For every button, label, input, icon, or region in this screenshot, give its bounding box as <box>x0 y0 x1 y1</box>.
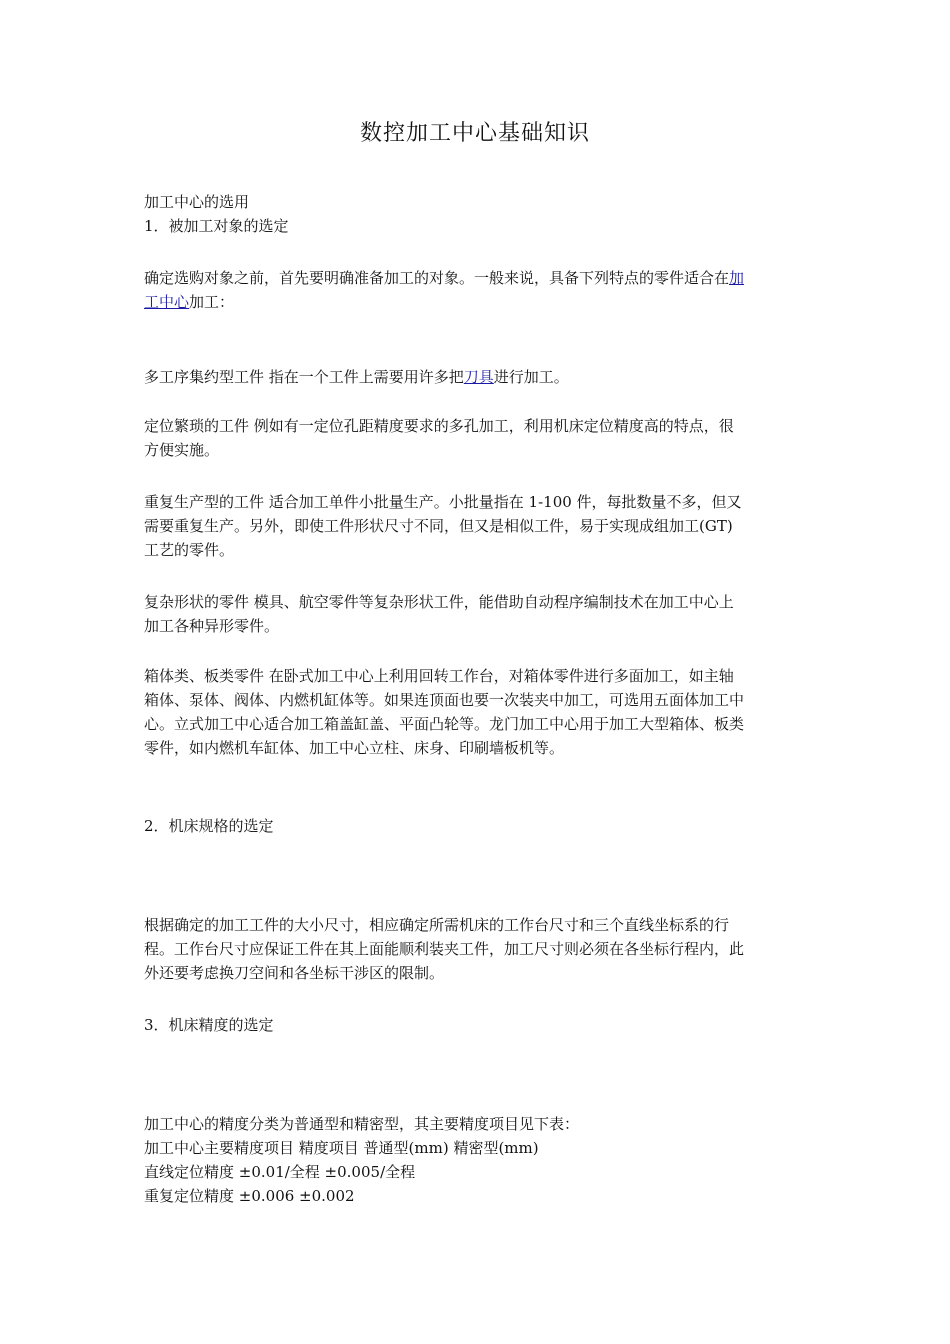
text-line: 需要重复生产。另外，即使工件形状尺寸不同，但又是相似工件，易于实现成组加工(GT) <box>144 517 733 535</box>
precision-table-header: 加工中心主要精度项目 精度项目 普通型(mm) 精密型(mm) <box>144 1139 539 1157</box>
precision-row-linear: 直线定位精度 ±0.01/全程 ±0.005/全程 <box>144 1163 416 1181</box>
text-line: 工艺的零件。 <box>144 541 235 559</box>
text-line: 心。立式加工中心适合加工箱盖缸盖、平面凸轮等。龙门加工中心用于加工大型箱体、板类 <box>144 715 745 733</box>
text-line: 复杂形状的零件 模具、航空零件等复杂形状工件，能借助自动程序编制技术在加工中心上 <box>144 593 734 611</box>
machining-center-link-part1[interactable]: 加 <box>729 269 745 287</box>
paragraph-precision <box>144 1112 808 1208</box>
section-heading: 加工中心的选用 <box>144 193 250 211</box>
text-line: 箱体、泵体、阀体、内燃机缸体等。如果连顶面也要一次装夹中加工，可选用五面体加工中 <box>144 691 745 709</box>
intro-line-2 <box>144 290 808 314</box>
paragraph-repeat-production <box>144 490 808 562</box>
item-3-heading: 3．机床精度的选定 <box>144 1016 274 1034</box>
intro-line-1 <box>144 266 808 290</box>
paragraph-positioning <box>144 414 808 462</box>
text-line: 箱体类、板类零件 在卧式加工中心上利用回转工作台，对箱体零件进行多面加工，如主轴 <box>144 667 734 685</box>
document-title: 数控加工中心基础知识 <box>359 121 590 146</box>
text-line: 方便实施。 <box>144 441 220 459</box>
text-line: 零件，如内燃机车缸体、加工中心立柱、床身、印刷墙板机等。 <box>144 739 565 757</box>
item-2-block <box>144 814 808 838</box>
intro-text-before: 确定选购对象之前，首先要明确准备加工的对象。一般来说，具备下列特点的零件适合在 <box>144 269 730 287</box>
precision-row-repeat: 重复定位精度 ±0.006 ±0.002 <box>144 1187 355 1205</box>
text-line: 加工各种异形零件。 <box>144 617 280 635</box>
text-line: 根据确定的加工工件的大小尺寸，相应确定所需机床的工作台尺寸和三个直线坐标系的行 <box>144 916 730 934</box>
item-1-heading: 1．被加工对象的选定 <box>144 217 289 235</box>
paragraph-box-plate-parts <box>144 664 808 760</box>
multi-process-line <box>144 365 808 389</box>
text-line: 外还要考虑换刀空间和各坐标干涉区的限制。 <box>144 964 445 982</box>
paragraph-machine-spec <box>144 913 808 985</box>
text-line: 定位繁琐的工件 例如有一定位孔距精度要求的多孔加工，利用机床定位精度高的特点，很 <box>144 417 734 435</box>
intro-text-after: 加工： <box>189 293 235 311</box>
paragraph-complex-shape <box>144 590 808 638</box>
text-line: 重复生产型的工件 适合加工单件小批量生产。小批量指在 1-100 件，每批数量不多，但又 <box>144 493 742 511</box>
section-heading-block <box>144 190 808 238</box>
item-3-block <box>144 1013 808 1037</box>
multi-process-text-after: 进行加工。 <box>493 368 569 386</box>
text-line: 加工中心的精度分类为普通型和精密型，其主要精度项目见下表： <box>144 1115 580 1133</box>
cutting-tool-link[interactable]: 刀具 <box>463 368 494 386</box>
intro-paragraph <box>144 266 808 314</box>
item-2-heading: 2．机床规格的选定 <box>144 817 274 835</box>
multi-process-text-before: 多工序集约型工件 指在一个工件上需要用许多把 <box>144 368 464 386</box>
machining-center-link-part2[interactable]: 工中心 <box>144 293 190 311</box>
text-line: 程。工作台尺寸应保证工件在其上面能顺利装夹工件，加工尺寸则必须在各坐标行程内，此 <box>144 940 745 958</box>
paragraph-multi-process <box>144 365 808 389</box>
